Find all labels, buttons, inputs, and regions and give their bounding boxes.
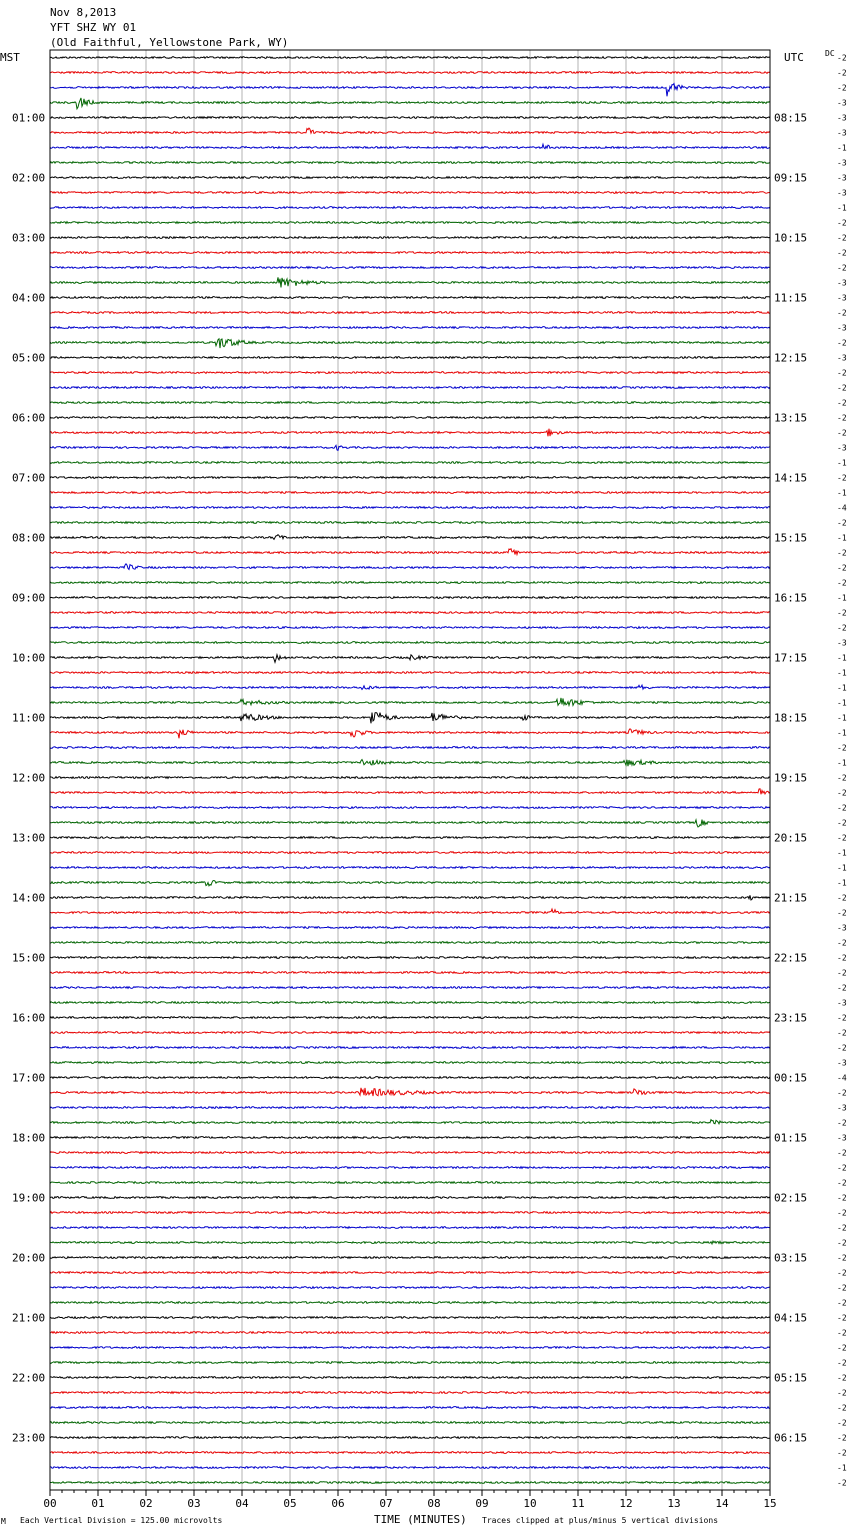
- dc-offset: -3: [837, 278, 847, 288]
- trace-row: [50, 522, 770, 524]
- trace-row: [50, 760, 770, 767]
- trace-row: [50, 339, 770, 348]
- utc-hour-label: 09:15: [774, 171, 808, 185]
- dc-offset: -3: [837, 1133, 847, 1143]
- header-station: YFT SHZ WY 01: [50, 21, 137, 34]
- seismic-traces: [50, 57, 770, 1484]
- trace-row: [50, 162, 770, 164]
- utc-hour-label: 15:15: [774, 531, 808, 545]
- mst-hour-label: 11:00: [12, 711, 46, 725]
- dc-offset: -4: [837, 503, 847, 513]
- trace-row: [50, 1482, 770, 1484]
- utc-hour-label: 06:15: [774, 1431, 808, 1445]
- trace-row: [50, 535, 770, 540]
- minute-gridlines: [98, 50, 722, 1490]
- dc-offset: -2: [837, 1268, 847, 1278]
- utc-hour-label: 23:15: [774, 1011, 808, 1025]
- dc-offset: -2: [837, 218, 847, 228]
- dc-offset: -2: [837, 1178, 847, 1188]
- mst-hour-label: 18:00: [12, 1131, 46, 1145]
- dc-offset: -2: [837, 68, 847, 78]
- dc-offset: -2: [837, 1328, 847, 1338]
- dc-offset: -2: [837, 743, 847, 753]
- mst-hour-label: 21:00: [12, 1311, 46, 1325]
- plot-frame: [50, 50, 770, 1490]
- trace-row: [50, 267, 770, 269]
- x-axis-title: TIME (MINUTES): [374, 1513, 467, 1526]
- mst-hour-label: 15:00: [12, 951, 46, 965]
- mst-hour-label: 09:00: [12, 591, 46, 605]
- dc-offset: -2: [837, 908, 847, 918]
- utc-hour-label: 00:15: [774, 1071, 808, 1085]
- mst-hour-label: 19:00: [12, 1191, 46, 1205]
- dc-offset: -2: [837, 308, 847, 318]
- x-tick-label: 06: [331, 1497, 345, 1510]
- x-tick-label: 00: [43, 1497, 57, 1510]
- dc-offset: -1: [837, 488, 847, 498]
- dc-offset: -2: [837, 968, 847, 978]
- dc-offset: -3: [837, 353, 847, 363]
- dc-offset: -1: [837, 1463, 847, 1473]
- mst-hour-label: 05:00: [12, 351, 46, 365]
- trace-row: [50, 402, 770, 404]
- mst-hour-label: 12:00: [12, 771, 46, 785]
- dc-offset-labels: [837, 54, 847, 1488]
- trace-row: [50, 807, 770, 809]
- dc-offset: -2: [837, 608, 847, 618]
- trace-row: [50, 1062, 770, 1064]
- mst-hour-label: 06:00: [12, 411, 46, 425]
- dc-offset: -1: [837, 668, 847, 678]
- trace-row: [50, 972, 770, 974]
- dc-offset: -3: [837, 293, 847, 303]
- trace-row: [50, 1467, 770, 1469]
- trace-row: [50, 713, 770, 724]
- dc-offset: -2: [837, 1418, 847, 1428]
- trace-row: [50, 1332, 770, 1334]
- trace-row: [50, 72, 770, 74]
- mst-hour-labels: [12, 112, 45, 1445]
- x-tick-label: 04: [235, 1497, 249, 1510]
- trace-row: [50, 84, 770, 97]
- trace-row: [50, 429, 770, 437]
- mst-hour-label: 02:00: [12, 171, 46, 185]
- x-tick-label: 10: [523, 1497, 537, 1510]
- trace-row: [50, 1032, 770, 1034]
- trace-row: [50, 1241, 770, 1244]
- trace-row: [50, 987, 770, 989]
- x-tick-label: 12: [619, 1497, 633, 1510]
- utc-hour-label: 18:15: [774, 711, 808, 725]
- dc-offset: -3: [837, 638, 847, 648]
- trace-row: [50, 1152, 770, 1154]
- dc-offset: -3: [837, 158, 847, 168]
- trace-row: [50, 1392, 770, 1394]
- dc-offset: -2: [837, 623, 847, 633]
- trace-row: [50, 837, 770, 839]
- dc-offset: -3: [837, 173, 847, 183]
- dc-offset: -3: [837, 1058, 847, 1068]
- dc-offset: -1: [837, 683, 847, 693]
- utc-hour-label: 16:15: [774, 591, 808, 605]
- dc-offset: -2: [837, 1223, 847, 1233]
- trace-row: [50, 655, 770, 662]
- x-tick-label: 02: [139, 1497, 153, 1510]
- dc-offset: -2: [837, 1013, 847, 1023]
- dc-offset: -1: [837, 143, 847, 153]
- dc-offset: -2: [837, 383, 847, 393]
- trace-row: [50, 1167, 770, 1169]
- dc-offset: -2: [837, 248, 847, 258]
- dc-offset: -2: [837, 53, 847, 63]
- dc-offset: -2: [837, 1208, 847, 1218]
- dc-offset: -2: [837, 1283, 847, 1293]
- mst-hour-label: 14:00: [12, 891, 46, 905]
- dc-offset: -2: [837, 938, 847, 948]
- trace-row: [50, 192, 770, 194]
- dc-offset: -1: [837, 728, 847, 738]
- dc-offset: -2: [837, 428, 847, 438]
- dc-offset: -3: [837, 113, 847, 123]
- dc-offset: -2: [837, 1313, 847, 1323]
- trace-row: [50, 477, 770, 479]
- dc-offset: -1: [837, 593, 847, 603]
- trace-row: [50, 1182, 770, 1184]
- trace-row: [50, 1407, 770, 1409]
- dc-offset: -2: [837, 1403, 847, 1413]
- trace-row: [50, 177, 770, 179]
- trace-row: [50, 957, 770, 959]
- dc-offset: -3: [837, 1103, 847, 1113]
- dc-offset: -1: [837, 458, 847, 468]
- trace-row: [50, 372, 770, 374]
- dc-offset: -2: [837, 398, 847, 408]
- trace-row: [50, 57, 770, 59]
- trace-row: [50, 1287, 770, 1289]
- trace-row: [50, 1302, 770, 1304]
- dc-offset: -2: [837, 773, 847, 783]
- trace-row: [50, 117, 770, 119]
- trace-row: [50, 128, 770, 133]
- dc-offset: -2: [837, 233, 847, 243]
- dc-offset: -3: [837, 128, 847, 138]
- mst-hour-label: 01:00: [12, 111, 46, 125]
- dc-offset: -1: [837, 878, 847, 888]
- utc-hour-label: 22:15: [774, 951, 808, 965]
- mst-hour-label: 13:00: [12, 831, 46, 845]
- trace-row: [50, 98, 770, 109]
- trace-row: [50, 507, 770, 509]
- x-tick-label: 09: [475, 1497, 489, 1510]
- mst-hour-label: 16:00: [12, 1011, 46, 1025]
- trace-row: [50, 729, 770, 738]
- trace-row: [50, 867, 770, 869]
- dc-offset: -3: [837, 323, 847, 333]
- utc-hour-labels: [774, 112, 807, 1445]
- trace-row: [50, 387, 770, 389]
- dc-offset: -1: [837, 713, 847, 723]
- dc-offset: -2: [837, 1253, 847, 1263]
- x-tick-label: 07: [379, 1497, 393, 1510]
- x-tick-label: 03: [187, 1497, 201, 1510]
- trace-row: [50, 582, 770, 584]
- trace-row: [50, 445, 770, 450]
- trace-row: [50, 909, 770, 913]
- dc-offset: -3: [837, 998, 847, 1008]
- dc-offset: -2: [837, 953, 847, 963]
- utc-hour-label: 20:15: [774, 831, 808, 845]
- trace-row: [50, 1107, 770, 1109]
- x-tick-label: 08: [427, 1497, 441, 1510]
- footer-scale-note: Each Vertical Division = 125.00 microvolts: [20, 1516, 223, 1525]
- dc-offset: -1: [837, 203, 847, 213]
- trace-row: [50, 895, 770, 900]
- trace-row: [50, 1088, 770, 1096]
- trace-row: [50, 1137, 770, 1139]
- dc-offset: -2: [837, 548, 847, 558]
- x-tick-label: 14: [715, 1497, 729, 1510]
- trace-row: [50, 312, 770, 314]
- dc-offset: -2: [837, 1043, 847, 1053]
- left-timezone-label: MST: [0, 51, 20, 64]
- trace-row: [50, 852, 770, 854]
- dc-offset: -2: [837, 368, 847, 378]
- trace-row: [50, 1002, 770, 1004]
- dc-offset: -4: [837, 1073, 847, 1083]
- trace-row: [50, 642, 770, 644]
- trace-row: [50, 1077, 770, 1079]
- dc-offset: -3: [837, 98, 847, 108]
- dc-offset: -2: [837, 1028, 847, 1038]
- dc-offset: -3: [837, 443, 847, 453]
- mst-hour-label: 10:00: [12, 651, 46, 665]
- dc-offset: -2: [837, 788, 847, 798]
- trace-row: [50, 1317, 770, 1319]
- dc-offset: -1: [837, 848, 847, 858]
- utc-hour-label: 21:15: [774, 891, 808, 905]
- trace-row: [50, 672, 770, 674]
- trace-row: [50, 1422, 770, 1424]
- utc-hour-label: 04:15: [774, 1311, 808, 1325]
- dc-offset: -1: [837, 653, 847, 663]
- trace-row: [50, 820, 770, 827]
- dc-offset: -2: [837, 563, 847, 573]
- trace-row: [50, 222, 770, 224]
- mst-hour-label: 23:00: [12, 1431, 46, 1445]
- dc-offset: -2: [837, 1373, 847, 1383]
- trace-row: [50, 777, 770, 779]
- trace-row: [50, 612, 770, 614]
- dc-label: DC: [825, 49, 835, 58]
- trace-row: [50, 492, 770, 494]
- dc-offset: -2: [837, 1163, 847, 1173]
- trace-row: [50, 357, 770, 359]
- trace-row: [50, 597, 770, 599]
- utc-hour-label: 13:15: [774, 411, 808, 425]
- trace-row: [50, 881, 770, 886]
- utc-hour-label: 10:15: [774, 231, 808, 245]
- dc-offset: -2: [837, 1358, 847, 1368]
- trace-row: [50, 277, 770, 287]
- dc-offset: -2: [837, 983, 847, 993]
- trace-row: [50, 1272, 770, 1274]
- header-location: (Old Faithful, Yellowstone Park, WY): [50, 36, 289, 49]
- dc-offset: -2: [837, 263, 847, 273]
- utc-hour-label: 14:15: [774, 471, 808, 485]
- dc-offset: -2: [837, 1388, 847, 1398]
- dc-offset: -1: [837, 863, 847, 873]
- utc-hour-label: 11:15: [774, 291, 808, 305]
- dc-offset: -2: [837, 833, 847, 843]
- mst-hour-label: 22:00: [12, 1371, 46, 1385]
- dc-offset: -1: [837, 698, 847, 708]
- trace-row: [50, 1047, 770, 1049]
- dc-offset: -1: [837, 533, 847, 543]
- dc-offset: -2: [837, 1118, 847, 1128]
- trace-row: [50, 627, 770, 629]
- dc-offset: -2: [837, 473, 847, 483]
- utc-hour-label: 01:15: [774, 1131, 808, 1145]
- trace-row: [50, 1452, 770, 1454]
- trace-row: [50, 1257, 770, 1259]
- trace-row: [50, 927, 770, 929]
- dc-offset: -2: [837, 1433, 847, 1443]
- trace-row: [50, 564, 770, 570]
- dc-offset: -2: [837, 518, 847, 528]
- dc-offset: -3: [837, 923, 847, 933]
- trace-row: [50, 549, 770, 555]
- footer-left-mark: M: [1, 1517, 6, 1526]
- dc-offset: -2: [837, 413, 847, 423]
- trace-row: [50, 252, 770, 254]
- x-tick-label: 01: [91, 1497, 105, 1510]
- utc-hour-label: 02:15: [774, 1191, 808, 1205]
- trace-row: [50, 1017, 770, 1019]
- dc-offset: -2: [837, 578, 847, 588]
- trace-row: [50, 685, 770, 689]
- trace-row: [50, 1437, 770, 1439]
- trace-row: [50, 144, 770, 148]
- dc-offset: -2: [837, 1343, 847, 1353]
- x-tick-label: 15: [763, 1497, 777, 1510]
- dc-offset: -2: [837, 338, 847, 348]
- utc-hour-label: 03:15: [774, 1251, 808, 1265]
- header-date: Nov 8,2013: [50, 6, 117, 19]
- mst-hour-label: 17:00: [12, 1071, 46, 1085]
- dc-offset: -2: [837, 83, 847, 93]
- right-timezone-label: UTC: [784, 51, 804, 64]
- dc-offset: -3: [837, 188, 847, 198]
- trace-row: [50, 462, 770, 464]
- utc-hour-label: 12:15: [774, 351, 808, 365]
- trace-row: [50, 207, 770, 209]
- dc-offset: -2: [837, 893, 847, 903]
- footer-clip-note: Traces clipped at plus/minus 5 vertical divisions: [482, 1516, 719, 1525]
- x-tick-label: 11: [571, 1497, 585, 1510]
- trace-row: [50, 1377, 770, 1379]
- x-tick-label: 13: [667, 1497, 681, 1510]
- dc-offset: -2: [837, 1448, 847, 1458]
- dc-offset: -2: [837, 803, 847, 813]
- dc-offset: -2: [837, 1193, 847, 1203]
- dc-offset: -2: [837, 1238, 847, 1248]
- trace-row: [50, 789, 770, 795]
- dc-offset: -2: [837, 1088, 847, 1098]
- dc-offset: -1: [837, 758, 847, 768]
- dc-offset: -2: [837, 1478, 847, 1488]
- trace-row: [50, 327, 770, 329]
- trace-row: [50, 1197, 770, 1199]
- trace-row: [50, 297, 770, 299]
- dc-offset: -2: [837, 1148, 847, 1158]
- utc-hour-label: 17:15: [774, 651, 808, 665]
- trace-row: [50, 698, 770, 705]
- utc-hour-label: 05:15: [774, 1371, 808, 1385]
- x-tick-label: 05: [283, 1497, 297, 1510]
- trace-row: [50, 1347, 770, 1349]
- utc-hour-label: 08:15: [774, 111, 808, 125]
- x-axis: [43, 1490, 776, 1510]
- mst-hour-label: 04:00: [12, 291, 46, 305]
- trace-row: [50, 1212, 770, 1214]
- trace-row: [50, 1362, 770, 1364]
- mst-hour-label: 03:00: [12, 231, 46, 245]
- dc-offset: -2: [837, 1298, 847, 1308]
- mst-hour-label: 20:00: [12, 1251, 46, 1265]
- trace-row: [50, 1227, 770, 1229]
- trace-row: [50, 237, 770, 239]
- mst-hour-label: 08:00: [12, 531, 46, 545]
- utc-hour-label: 19:15: [774, 771, 808, 785]
- trace-row: [50, 1120, 770, 1124]
- trace-row: [50, 417, 770, 419]
- trace-row: [50, 747, 770, 749]
- dc-offset: -2: [837, 818, 847, 828]
- trace-row: [50, 942, 770, 944]
- mst-hour-label: 07:00: [12, 471, 46, 485]
